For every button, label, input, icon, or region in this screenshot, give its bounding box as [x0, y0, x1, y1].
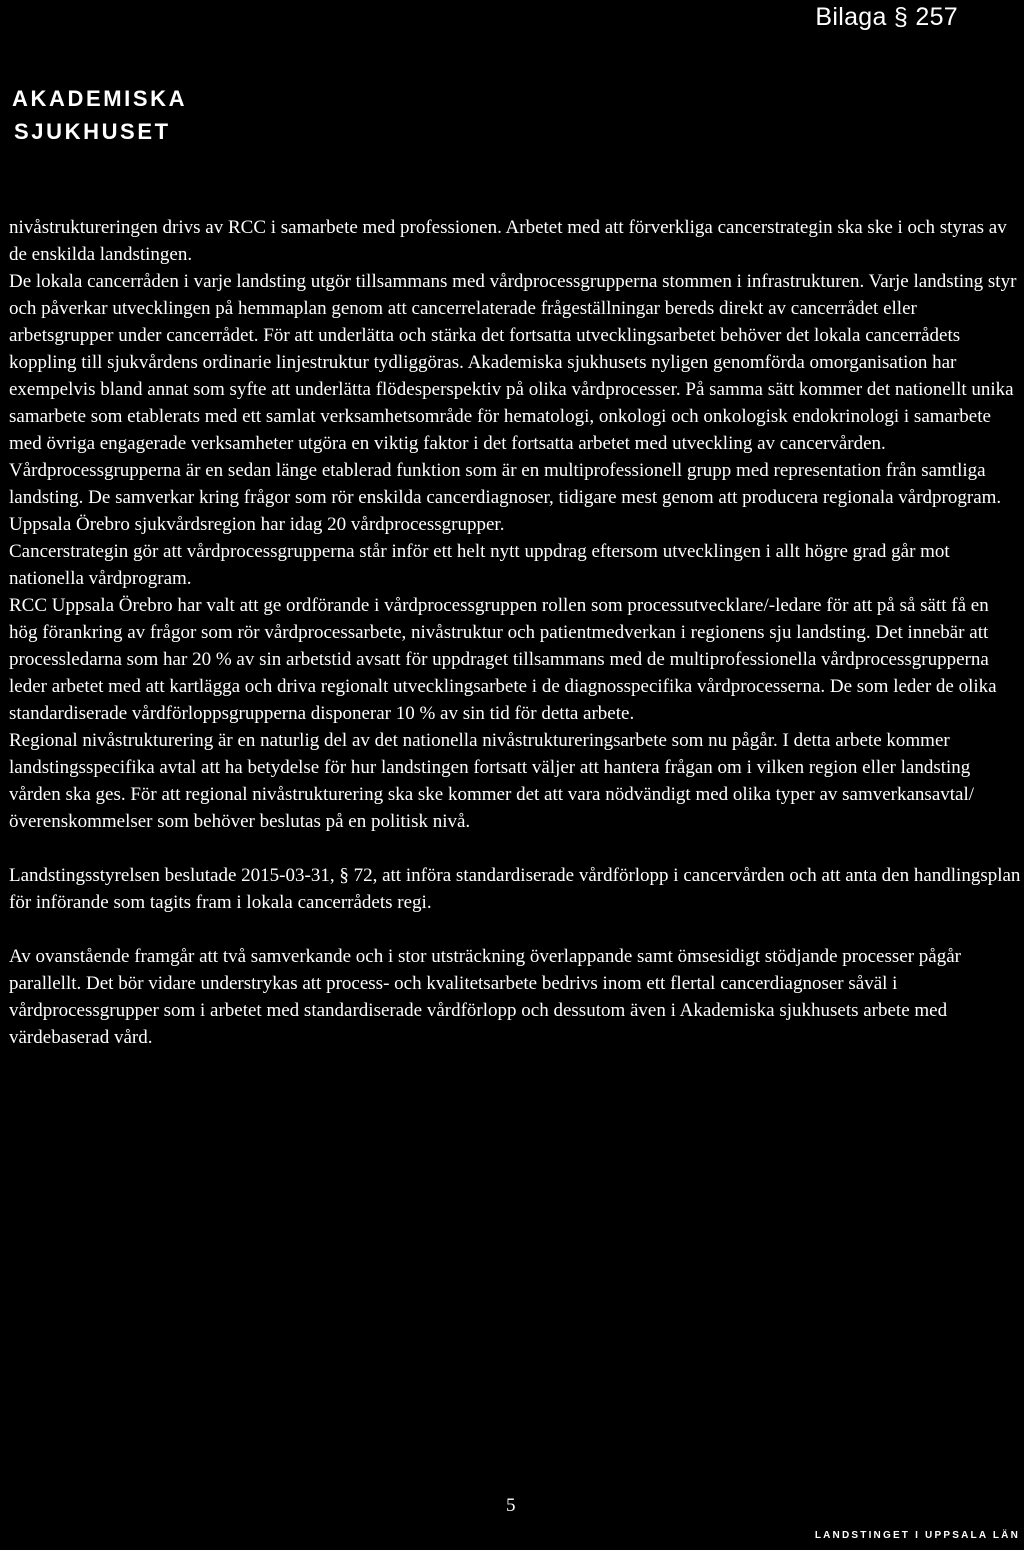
footer-organization: LANDSTINGET I UPPSALA LÄN	[814, 1530, 1020, 1541]
logo-line-1: AKADEMISKA	[12, 86, 188, 111]
page-number: 5	[506, 1495, 516, 1516]
paragraph: Regional nivåstrukturering är en naturlig del av det nationella nivåstruktureringsarbete som nu pågår. I detta arbete kommer landstingsspecifika avtal att ha betydelse för hur landstingen fortsatt väljer att hantera frågan om i vilken region eller landsting vården ska ges. För att regional nivåstrukturering ska ske kommer det att vara nödvändigt med olika typer av samverkansavtal/överenskommelser som behöver beslutas på en politisk nivå.	[9, 730, 975, 832]
paragraph: Landstingsstyrelsen beslutade 2015-03-31, § 72, att införa standardiserade vårdförlopp i cancervården och att anta den handlingsplan för införande som tagits fram i lokala cancerrådets regi.	[9, 865, 1021, 913]
paragraph: Cancerstrategin gör att vårdprocessgrupperna står inför ett helt nytt uppdrag eftersom utvecklingen i allt högre grad går mot nationella vårdprogram.	[9, 541, 950, 589]
attachment-reference: Bilaga § 257	[815, 3, 958, 31]
paragraph: Av ovanstående framgår att två samverkande och i stor utsträckning överlappande samt ömsesidigt stödjande processer pågår parallellt. Det bör vidare understrykas att process- och kvalitetsarbete bedrivs inom ett flertal cancerdiagnoser såväl i vårdprocessgrupper som i arbetet med standardiserade vårdförlopp och dessutom även i Akademiska sjukhusets arbete med värdebaserad vård.	[9, 946, 961, 1048]
document-body	[9, 214, 1021, 1051]
paragraph: nivåstruktureringen drivs av RCC i samarbete med professionen. Arbetet med att förverkliga cancerstrategin ska ske i och styras av de enskilda landstingen.	[9, 217, 1007, 265]
paragraph: RCC Uppsala Örebro har valt att ge ordförande i vårdprocessgruppen rollen som processutvecklare/-ledare för att på så sätt få en hög förankring av frågor som rör vårdprocessarbete, nivåstruktur och patientmedverkan i regionens sju landsting. Det innebär att processledarna som har 20 % av sin arbetstid avsatt för uppdraget tillsammans med de multiprofessionella vårdprocessgrupperna leder arbetet med att kartlägga och driva regionalt utvecklingsarbete i de diagnosspecifika vårdprocesserna. De som leder de olika standardiserade vårdförloppsgrupperna disponerar 10 % av sin tid för detta arbete.	[9, 595, 997, 724]
paragraph: De lokala cancerråden i varje landsting utgör tillsammans med vårdprocessgrupperna stommen i infrastrukturen. Varje landsting styr och påverkar utvecklingen på hemmaplan genom att cancerrelaterade frågeställningar bereds direkt av cancerrådet eller arbetsgrupper under cancerrådet. För att underlätta och stärka det fortsatta utvecklingsarbetet behöver det lokala cancerrådets koppling till sjukvårdens ordinarie linjestruktur tydliggöras. Akademiska sjukhusets nyligen genomförda omorganisation har exempelvis bland annat som syfte att underlätta flödesperspektiv på olika vårdprocesser. På samma sätt kommer det nationellt unika samarbete som etablerats med ett samlat verksamhetsområde för hematologi, onkologi och onkologisk endokrinologi i samarbete med övriga engagerade verksamheter utgöra en viktig faktor i det fortsatta arbetet med utveckling av cancervården. Vårdprocessgrupperna är en sedan länge etablerad funktion som är en multiprofessionell grupp med representation från samtliga landsting. De samverkar kring frågor som rör enskilda cancerdiagnoser, tidigare mest genom att producera regionala vårdprogram. Uppsala Örebro sjukvårdsregion har idag 20 vårdprocessgrupper.	[9, 271, 1017, 535]
hospital-logo	[12, 82, 187, 148]
logo-line-2: SJUKHUSET	[14, 119, 171, 144]
